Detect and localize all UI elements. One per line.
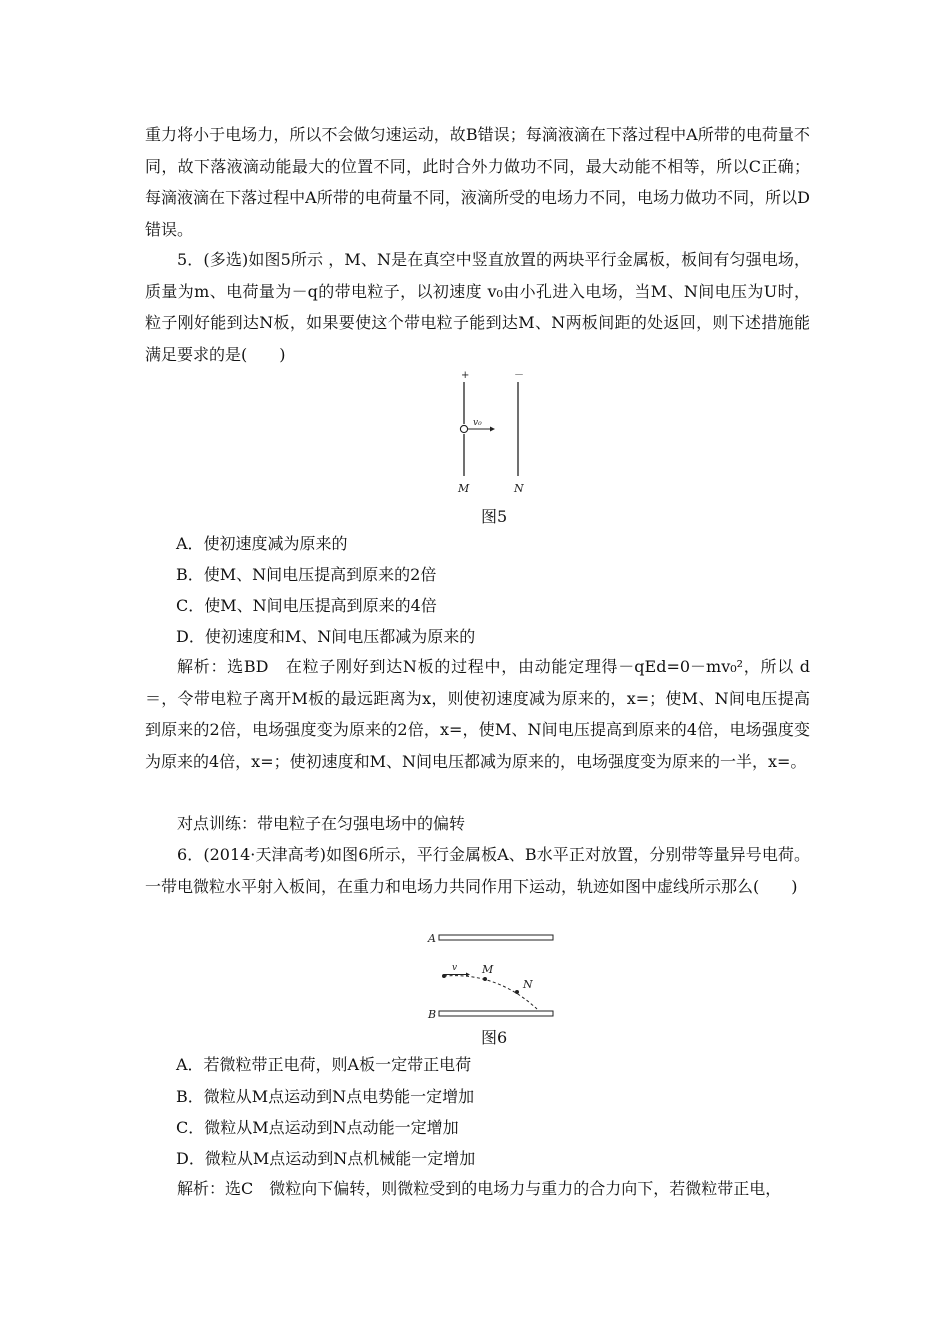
velocity-label: v₀ [473, 418, 482, 428]
point-m [483, 977, 487, 981]
plate-b-label: B [428, 1008, 437, 1021]
plate-m-label: M [458, 482, 470, 495]
q6-option-c: C．微粒从M点运动到N点动能一定增加 [176, 1118, 459, 1137]
plate-a [439, 935, 553, 940]
figure-5-diagram [440, 366, 550, 498]
figure-5-caption: 图5 [481, 507, 508, 526]
figure-6-diagram [422, 928, 562, 1024]
question-5-solution: 解析：选BD 在粒子刚好到达N板的过程中，由动能定理得－qEd=0－mv₀²，所以 d＝，令带电粒子离开M板的最远距离为x，则使初速度减为原来的，x=；使M、N间电压提高到原来的2倍，电场强度变为原来的2倍，x=，使M、N间电压提高到原来的4倍，电场强度变为原来的4倍，x=；使初速度和M、N间电压都减为原来的，电场强度变为原来的一半，x=。 [145, 657, 810, 771]
figure-6-caption: 图6 [481, 1028, 508, 1047]
minus-sign: － [514, 370, 524, 381]
q6-option-a: A．若微粒带正电荷，则A板一定带正电荷 [176, 1055, 472, 1074]
question-5-stem: 5．(多选)如图5所示 ，M、N是在真空中竖直放置的两块平行金属板，板间有匀强电场，质量为m、电荷量为－q的带电粒子，以初速度 v₀由小孔进入电场，当M、N间电压为U时，粒子刚好能到达N板，如果要使这个带电粒子能到达M、N两板间距的处返回，则下述措施能满足要求的是( ) [145, 250, 810, 364]
q5-option-c: C．使M、N间电压提高到原来的4倍 [176, 596, 437, 615]
plate-a-label: A [428, 932, 436, 945]
q5-option-a: A．使初速度减为原来的 [176, 534, 348, 553]
q6-option-b: B．微粒从M点运动到N点电势能一定增加 [176, 1087, 475, 1106]
q6-option-d: D．微粒从M点运动到N点机械能一定增加 [176, 1149, 476, 1168]
point-m-label: M [482, 963, 494, 976]
velocity-arrowhead [490, 427, 495, 432]
velocity-label: v [452, 963, 458, 973]
question-6-solution: 解析：选C 微粒向下偏转，则微粒受到的电场力与重力的合力向下，若微粒带正电， [177, 1179, 782, 1198]
plate-n-label: N [514, 482, 524, 495]
plate-b [439, 1011, 553, 1016]
question-6-stem: 6．(2014·天津高考)如图6所示，平行金属板A、B水平正对放置，分别带等量异号电荷。一带电微粒水平射入板间，在重力和电场力共同作用下运动，轨迹如图中虚线所示那么( ) [145, 845, 810, 896]
q5-option-d: D．使初速度和M、N间电压都减为原来的 [176, 627, 476, 646]
point-n-label: N [523, 978, 533, 991]
section-heading: 对点训练：带电粒子在匀强电场中的偏转 [177, 814, 466, 833]
point-n [515, 990, 519, 994]
particle-hole [460, 425, 467, 432]
plus-sign: + [461, 370, 470, 381]
paragraph-previous-solution: 重力将小于电场力，所以不会做匀速运动，故B错误；每滴液滴在下落过程中A所带的电荷量不同，故下落液滴动能最大的位置不同，此时合外力做功不同，最大动能不相等，所以C正确；每滴液滴在下落过程中A所带的电荷量不同，液滴所受的电场力不同，电场力做功不同，所以D错误。 [145, 125, 810, 239]
q5-option-b: B．使M、N间电压提高到原来的2倍 [176, 565, 437, 584]
